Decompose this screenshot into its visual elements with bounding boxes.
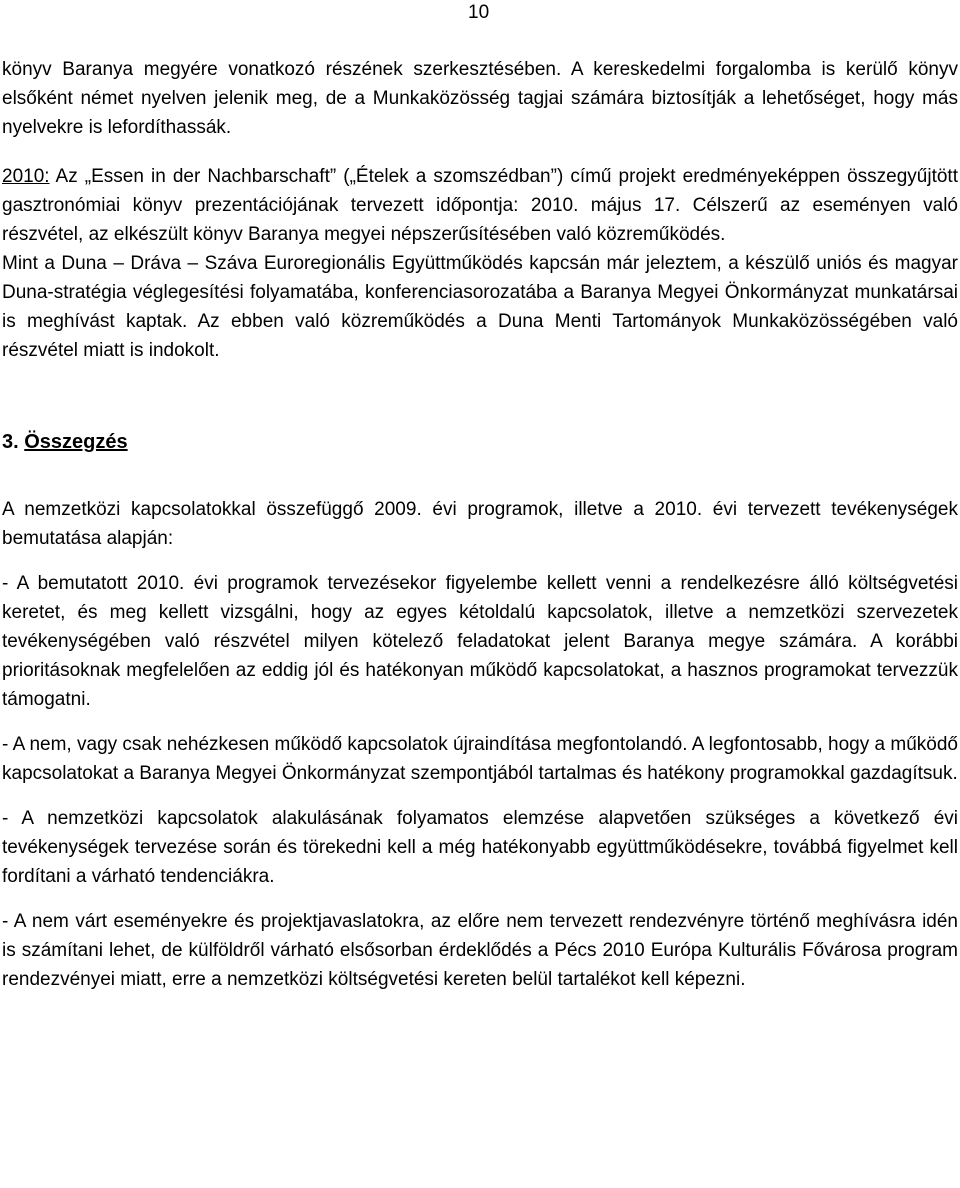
- essen-year: 2010:: [2, 166, 50, 187]
- summary-intro: A nemzetközi kapcsolatokkal összefüggő 2009. évi programok, illetve a 2010. évi tervezett tevékenységek bemutatása alapján:: [2, 499, 958, 549]
- list-item: - A nem, vagy csak nehézkesen működő kapcsolatok újraindítása megfontolandó. A legfontosabb, hogy a működő kapcsolatokat a Baranya Megyei Önkormányzat szempontjából tartalmas és hatékony programokkal gazdagítsuk.: [2, 734, 958, 784]
- list-item: - A nemzetközi kapcsolatok alakulásának folyamatos elemzése alapvetően szükséges a következő évi tevékenységek tervezése során és törekedni kell a még hatékonyabb együttműködésekre, továbbá figyelmet kell fordítani a várható tendenciákra.: [2, 808, 958, 887]
- section-title: Összegzés: [24, 431, 128, 453]
- essen-paragraph: [2, 162, 958, 249]
- duna-paragraph: Mint a Duna – Dráva – Száva Euroregionális Együttműködés kapcsán már jeleztem, a készülő uniós és magyar Duna-stratégia véglegesítési folyamatába, konferenciasorozatába a Baranya Megyei Önkormányzat munkatársai is meghívást kaptak. Az ebben való közreműködés a Duna Menti Tartományok Munkaközösségében való részvétel miatt is indokolt.: [2, 253, 958, 361]
- intro-paragraph: könyv Baranya megyére vonatkozó részének szerkesztésében. A kereskedelmi forgalomba is kerülő könyv elsőként német nyelven jelenik meg, de a Munkaközösség tagjai számára biztosítják a lehetőséget, hogy más nyelvekre is lefordíthassák.: [2, 59, 958, 138]
- document-body: [2, 55, 958, 994]
- essen-text: Az „Essen in der Nachbarschaft” („Ételek a szomszédban”) című projekt eredményeképpen összegyűjtött gasztronómiai könyv prezentációjának tervezett időpontja: 2010. május 17. Célszerű az eseményen való részvétel, az elkészült könyv Baranya megyei népszerűsítésében való közreműködés.: [2, 166, 958, 245]
- list-item: - A bemutatott 2010. évi programok tervezésekor figyelembe kellett venni a rendelkezésre álló költségvetési keretet, és meg kellett vizsgálni, hogy az egyes kétoldalú kapcsolatok, illetve a nemzetközi szervezetek tevékenységében való részvétel milyen kötelező feladatokat jelent Baranya megye számára. A korábbi prioritásoknak megfelelően az eddig jól és hatékonyan működő kapcsolatokat, a hasznos programokat tervezzük támogatni.: [2, 573, 958, 710]
- section-number: 3.: [2, 431, 19, 453]
- page-number: 10: [468, 2, 490, 23]
- section-heading: [2, 428, 958, 457]
- list-item: - A nem várt eseményekre és projektjavaslatokra, az előre nem tervezett rendezvényre történő meghívásra idén is számítani lehet, de külföldről várható elsősorban érdeklődés a Pécs 2010 Európa Kulturális Fővárosa program rendezvényei miatt, erre a nemzetközi költségvetési kereten belül tartalékot kell képezni.: [2, 911, 958, 990]
